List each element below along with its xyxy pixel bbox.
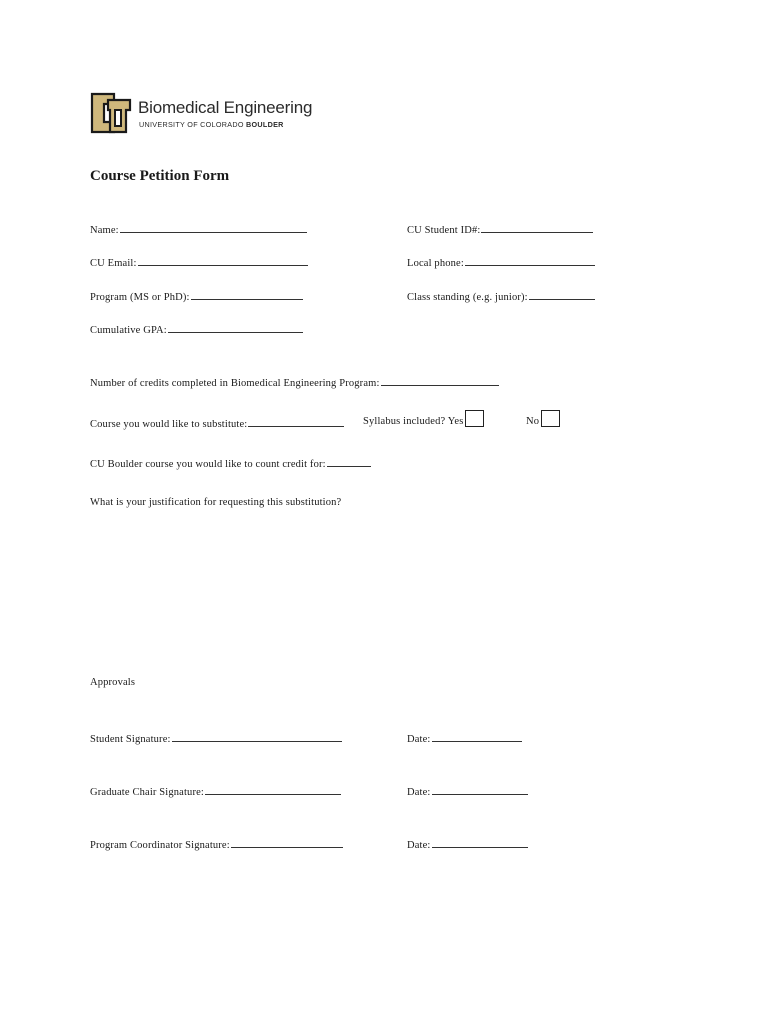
logo-title: Biomedical Engineering [138, 98, 313, 117]
graduate-chair-date-field[interactable] [407, 784, 528, 798]
student-id-field[interactable] [407, 222, 593, 236]
cu-course-input-line[interactable] [327, 456, 371, 467]
student-signature-line[interactable] [172, 731, 342, 742]
course-substitute-label: Course you would like to substitute: [90, 419, 248, 430]
graduate-chair-signature-line[interactable] [205, 784, 341, 795]
student-signature-date-field[interactable] [407, 731, 522, 745]
graduate-chair-signature-field[interactable] [90, 784, 341, 798]
program-coordinator-date-line[interactable] [432, 837, 528, 848]
class-standing-input-line[interactable] [529, 289, 595, 300]
credits-input-line[interactable] [381, 375, 499, 386]
cu-logo-icon [90, 92, 132, 134]
email-input-line[interactable] [138, 255, 308, 266]
cu-course-field[interactable] [90, 456, 371, 470]
syllabus-no-option[interactable] [526, 410, 560, 427]
student-id-input-line[interactable] [481, 222, 593, 233]
program-label: Program (MS or PhD): [90, 292, 190, 303]
program-coordinator-signature-field[interactable] [90, 837, 343, 851]
student-signature-date-line[interactable] [432, 731, 522, 742]
syllabus-yes-checkbox[interactable] [465, 410, 484, 427]
logo-subtitle [139, 120, 284, 129]
course-substitute-field[interactable] [90, 416, 344, 430]
logo-subtitle-university: UNIVERSITY OF COLORADO [139, 120, 247, 129]
student-signature-label: Student Signature: [90, 734, 171, 745]
credits-field[interactable] [90, 375, 499, 389]
graduate-chair-date-line[interactable] [432, 784, 528, 795]
student-id-label: CU Student ID#: [407, 225, 481, 236]
logo-subtitle-boulder: BOULDER [246, 120, 284, 129]
name-field[interactable] [90, 222, 307, 236]
name-label: Name: [90, 225, 119, 236]
program-coordinator-signature-line[interactable] [231, 837, 343, 848]
cu-course-label: CU Boulder course you would like to count credit for: [90, 459, 326, 470]
syllabus-yes-label: Syllabus included? Yes [363, 416, 464, 427]
syllabus-yes-option[interactable] [363, 410, 484, 427]
program-coordinator-signature-label: Program Coordinator Signature: [90, 840, 230, 851]
student-signature-date-label: Date: [407, 734, 431, 745]
name-input-line[interactable] [120, 222, 307, 233]
course-substitute-input-line[interactable] [248, 416, 344, 427]
syllabus-no-checkbox[interactable] [541, 410, 560, 427]
graduate-chair-date-label: Date: [407, 787, 431, 798]
student-signature-field[interactable] [90, 731, 342, 745]
program-coordinator-date-label: Date: [407, 840, 431, 851]
class-standing-label: Class standing (e.g. junior): [407, 292, 528, 303]
form-title: Course Petition Form [90, 168, 230, 184]
syllabus-no-label: No [526, 416, 540, 427]
email-field[interactable] [90, 255, 308, 269]
credits-label: Number of credits completed in Biomedical Engineering Program: [90, 378, 380, 389]
justification-answer-area[interactable] [90, 515, 680, 665]
gpa-field[interactable] [90, 322, 303, 336]
local-phone-field[interactable] [407, 255, 595, 269]
local-phone-label: Local phone: [407, 258, 464, 269]
graduate-chair-signature-label: Graduate Chair Signature: [90, 787, 204, 798]
local-phone-input-line[interactable] [465, 255, 595, 266]
program-field[interactable] [90, 289, 303, 303]
approvals-heading: Approvals [90, 677, 136, 688]
gpa-input-line[interactable] [168, 322, 303, 333]
email-label: CU Email: [90, 258, 137, 269]
gpa-label: Cumulative GPA: [90, 325, 167, 336]
class-standing-field[interactable] [407, 289, 595, 303]
justification-label: What is your justification for requesting this substitution? [90, 497, 342, 508]
program-input-line[interactable] [191, 289, 303, 300]
program-coordinator-date-field[interactable] [407, 837, 528, 851]
cu-biomedical-logo [90, 92, 330, 136]
